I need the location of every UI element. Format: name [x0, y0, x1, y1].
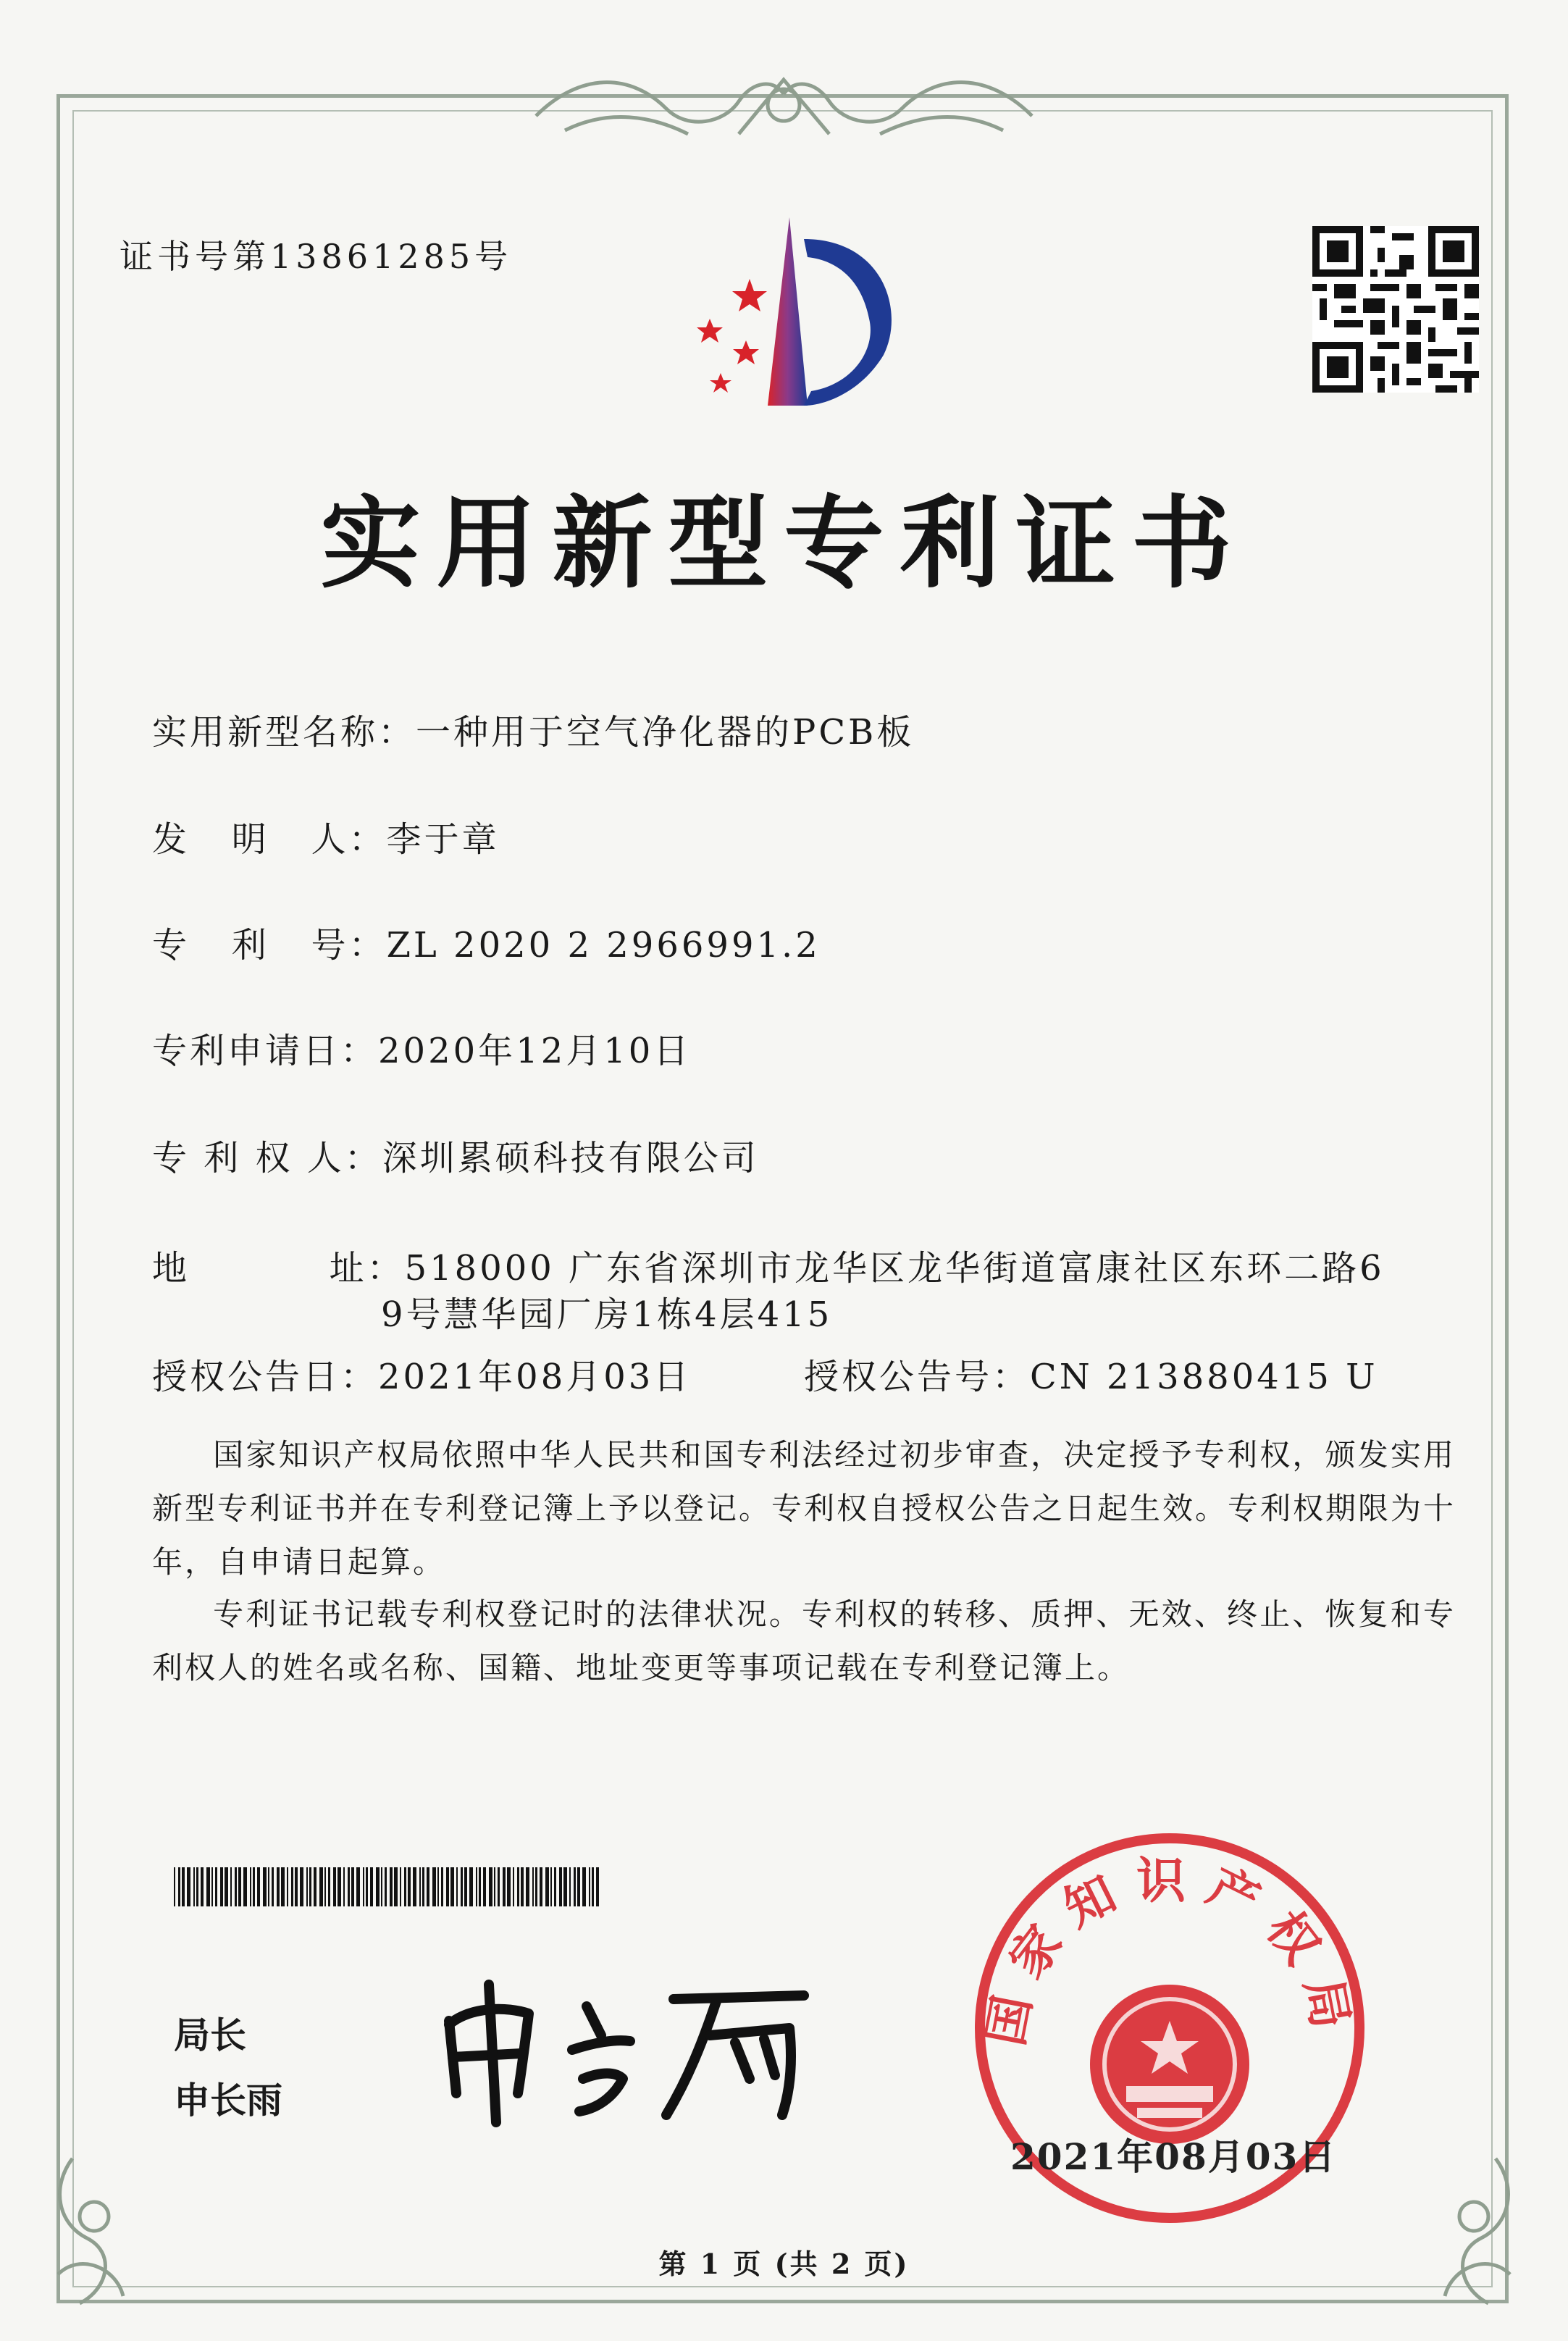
- grant-date-label: 授权公告日：: [152, 1357, 379, 1397]
- inventor-value: 李于章: [386, 819, 500, 860]
- utility-model-name-label: 实用新型名称：: [152, 712, 416, 753]
- patent-number-row: [152, 917, 821, 967]
- director-name: 申长雨: [174, 2080, 282, 2122]
- bottom-right-ornament: [1423, 2144, 1525, 2318]
- barcode-icon: [174, 1867, 601, 1906]
- patentee-label: 专 利 权 人：: [152, 1138, 382, 1178]
- filing-date-label: 专利申请日：: [152, 1031, 379, 1071]
- grant-date-value: 2021年08月03日: [378, 1357, 692, 1397]
- grant-date-row: [152, 1349, 691, 1399]
- page-number: 第 1 页 (共 2 页): [658, 2248, 910, 2280]
- address-line2: 9号慧华园厂房1栋4层415: [381, 1294, 833, 1335]
- body-paragraph-1-text: 国家知识产权局依照中华人民共和国专利法经过初步审查，决定授予专利权，颁发实用新型专利证书并在专利登记簿上予以登记。专利权自授权公告之日起生效。专利权期限为十年，自申请日起算。: [152, 1437, 1456, 1580]
- seal-date: 2021年08月03日: [1010, 2135, 1337, 2178]
- qr-code-icon: [1312, 226, 1479, 393]
- filing-date-row: [152, 1023, 691, 1073]
- grant-number-label: 授权公告号：: [804, 1357, 1031, 1397]
- inventor-label: 发 明 人：: [152, 819, 387, 860]
- body-paragraph-2: [152, 1588, 1456, 1695]
- patentee-row: [152, 1130, 759, 1180]
- body-paragraph-1: [152, 1428, 1456, 1589]
- cnipa-logo: [666, 210, 927, 427]
- address-line1: 518000 广东省深圳市龙华区龙华街道富康社区东环二路6: [404, 1248, 1385, 1289]
- filing-date-value: 2020年12月10日: [378, 1031, 692, 1071]
- address-label: 地 址：: [152, 1248, 405, 1289]
- seal-text: 国家知识产权局: [977, 1852, 1362, 2051]
- utility-model-name-row: [152, 704, 914, 754]
- patent-number-value: ZL 2020 2 2966991.2: [386, 925, 821, 966]
- patent-number-label: 专 利 号：: [152, 925, 387, 966]
- grant-number-value: CN 213880415 U: [1030, 1357, 1378, 1397]
- certificate-title: 实用新型专利证书: [320, 484, 1248, 602]
- bottom-left-ornament: [43, 2144, 145, 2318]
- handwritten-signature: [427, 1956, 833, 2129]
- grant-number-row: [804, 1349, 1378, 1399]
- inventor-row: [152, 811, 500, 861]
- director-title: 局长: [174, 2014, 246, 2056]
- address-row: [152, 1240, 1385, 1290]
- body-paragraph-2-text: 专利证书记载专利权登记时的法律状况。专利权的转移、质押、无效、终止、恢复和专利权人的姓名或名称、国籍、地址变更等事项记载在专利登记簿上。: [152, 1596, 1456, 1685]
- patentee-value: 深圳累硕科技有限公司: [382, 1138, 759, 1178]
- utility-model-name-value: 一种用于空气净化器的PCB板: [416, 712, 915, 753]
- certificate-number: 证书号第13861285号: [120, 237, 513, 276]
- top-ornament: [521, 65, 1047, 145]
